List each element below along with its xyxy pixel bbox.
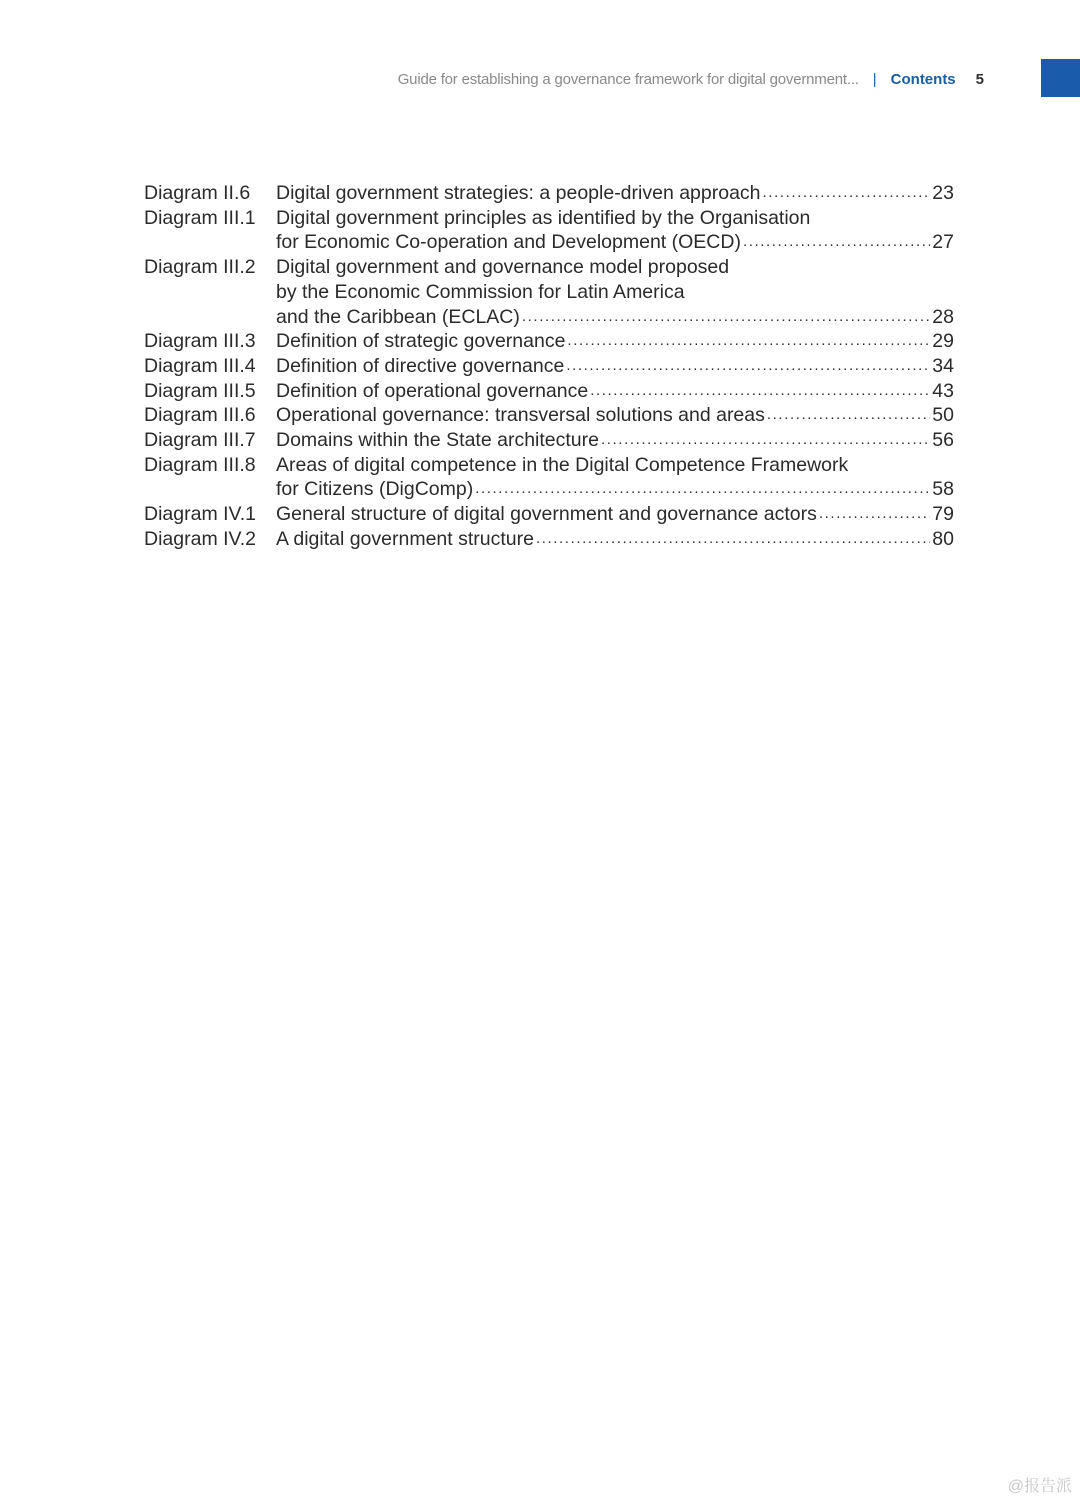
- entry-line: [276, 329, 954, 354]
- diagram-title: for Economic Co-operation and Development (OECD): [276, 231, 741, 254]
- entry-line: [276, 181, 954, 206]
- entry-body: [276, 379, 954, 404]
- diagram-title: Definition of operational governance: [276, 379, 589, 402]
- entry-line: [276, 403, 954, 428]
- entry-body: [276, 502, 954, 527]
- section-label: Contents: [890, 70, 956, 88]
- diagram-number: Diagram III.7: [144, 429, 256, 452]
- page-reference[interactable]: 58: [932, 478, 954, 501]
- diagram-title: Digital government principles as identified by the Organisation: [276, 206, 811, 229]
- page-reference[interactable]: 23: [932, 182, 954, 204]
- dot-leader: [763, 181, 931, 206]
- page-reference[interactable]: 80: [932, 527, 954, 550]
- diagram-number: Diagram IV.1: [144, 503, 257, 526]
- diagram-number: Diagram III.4: [144, 354, 256, 377]
- entry-line: [276, 255, 954, 280]
- entry-line: [276, 305, 954, 330]
- toc-entry[interactable]: [144, 329, 954, 354]
- dot-leader: [567, 329, 930, 354]
- entry-line: [276, 527, 954, 552]
- page-reference[interactable]: 29: [932, 330, 954, 353]
- entry-body: [276, 453, 954, 502]
- page-reference[interactable]: 56: [932, 429, 954, 452]
- toc-entry[interactable]: [144, 206, 954, 255]
- diagram-title: by the Economic Commission for Latin America: [276, 280, 685, 303]
- page-reference[interactable]: 43: [932, 379, 954, 402]
- toc-entry[interactable]: [144, 181, 954, 206]
- entry-body: [276, 181, 954, 206]
- entry-line: [276, 477, 954, 502]
- table-of-diagrams: [144, 181, 954, 552]
- diagram-number: Diagram IV.2: [144, 527, 257, 550]
- dot-leader: [522, 305, 930, 330]
- diagram-title: Digital government strategies: a people-driven approach: [276, 182, 761, 204]
- toc-entry[interactable]: [144, 453, 954, 502]
- dot-leader: [475, 477, 930, 502]
- page-reference[interactable]: 34: [932, 354, 954, 377]
- diagram-title: Digital government and governance model proposed: [276, 256, 730, 279]
- entry-line: [276, 280, 954, 305]
- page-reference[interactable]: 79: [932, 503, 954, 526]
- diagram-number: Diagram III.3: [144, 330, 256, 353]
- dot-leader: [590, 379, 930, 404]
- diagram-title: and the Caribbean (ECLAC): [276, 305, 520, 328]
- toc-entry[interactable]: [144, 403, 954, 428]
- toc-entry[interactable]: [144, 354, 954, 379]
- dot-leader: [566, 354, 930, 379]
- entry-line: [276, 379, 954, 404]
- diagram-number: Diagram III.1: [144, 206, 256, 229]
- entry-line: [276, 230, 954, 255]
- entry-line: [276, 502, 954, 527]
- entry-body: [276, 206, 954, 255]
- entry-line: [276, 206, 954, 231]
- running-header: [398, 68, 984, 90]
- diagram-number: Diagram III.8: [144, 453, 256, 476]
- diagram-number: Diagram III.6: [144, 404, 256, 427]
- watermark: @报告派: [1007, 1478, 1072, 1495]
- entry-body: [276, 403, 954, 428]
- diagram-number: Diagram III.5: [144, 379, 256, 402]
- dot-leader: [601, 428, 930, 453]
- diagram-number: Diagram III.2: [144, 256, 256, 279]
- entry-body: [276, 354, 954, 379]
- diagram-title: Domains within the State architecture: [276, 429, 599, 452]
- entry-body: [276, 428, 954, 453]
- dot-leader: [819, 502, 930, 527]
- dot-leader: [536, 527, 930, 552]
- toc-entry[interactable]: [144, 527, 954, 552]
- diagram-title: Operational governance: transversal solutions and areas: [276, 404, 765, 427]
- diagram-title: A digital government structure: [276, 527, 534, 550]
- toc-entry[interactable]: [144, 255, 954, 329]
- entry-body: [276, 527, 954, 552]
- dot-leader: [767, 403, 930, 428]
- diagram-title: for Citizens (DigComp): [276, 478, 474, 501]
- page-reference[interactable]: 27: [932, 231, 954, 254]
- diagram-title: General structure of digital government and governance actors: [276, 503, 817, 526]
- entry-line: [276, 354, 954, 379]
- diagram-number: Diagram II.6: [144, 182, 251, 204]
- diagram-title: Areas of digital competence in the Digital Competence Framework: [276, 453, 849, 476]
- page-reference[interactable]: 28: [932, 305, 954, 328]
- toc-entry[interactable]: [144, 502, 954, 527]
- section-tab-marker: [1041, 59, 1080, 97]
- diagram-title: Definition of strategic governance: [276, 330, 566, 353]
- toc-entry[interactable]: [144, 428, 954, 453]
- dot-leader: [743, 230, 930, 255]
- header-separator: |: [872, 70, 877, 88]
- entry-line: [276, 428, 954, 453]
- document-title: Guide for establishing a governance framework for digital government...: [397, 70, 859, 88]
- page-reference[interactable]: 50: [932, 404, 954, 427]
- entry-body: [276, 329, 954, 354]
- diagram-title: Definition of directive governance: [276, 354, 565, 377]
- entry-line: [276, 453, 954, 478]
- page-number: 5: [975, 70, 984, 88]
- entry-body: [276, 255, 954, 329]
- toc-entry[interactable]: [144, 379, 954, 404]
